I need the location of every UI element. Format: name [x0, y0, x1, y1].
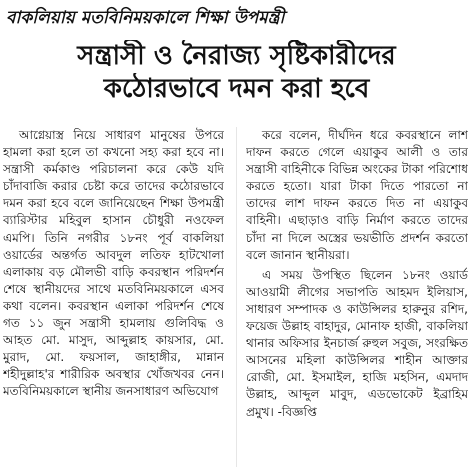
headline	[4, 40, 469, 106]
body-column-right	[246, 127, 468, 467]
body-paragraph: করে বলেন, দীর্ঘদিন ধরে কবরস্থানে লাশ দাফন করতে গেলে এয়াকুব আলী ও তার সন্ত্রাসী বাহিনীকে বিভিন্ন অংকের টাকা পরিশোধ করতে হতো। যারা টাকা দিতে পারতো না তাদের লাশ দাফন করতে দিত না এয়াকুব বাহিনী। এছাড়াও বাড়ি নির্মাণ করতে তাদের চাঁদা না দিলে অস্ত্রের ভয়ভীতি প্রদর্শন করতো বলে জানান স্থানীয়রা।	[246, 128, 468, 262]
body-column-left	[3, 127, 224, 467]
body-paragraph: এ সময় উপস্থিত ছিলেন ১৮নং ওয়ার্ড আওয়ামী লীগের সভাপতি আহমদ ইলিয়াস, সাধারণ সম্পাদক ও কাউন্সিলর হারুনুর রশিদ, ফয়েজ উল্লাহ বাহাদুর, মোনাফ হাজী, বাকলিয়া থানার অফিসার ইনচার্জ রুহুল সবুজ, সংরক্ষিত আসনের মহিলা কাউন্সিলর শাহীন আক্তার রোজী, মো. ইসমাইল, হাজি মহসিন, এমদাদ উল্লাহ, আব্দুল মাবুদ, এডভোকেট ইব্রাহিম প্রমুখ। -বিজ্ঞপ্তি	[246, 267, 468, 419]
headline-line-2: কঠোরভাবে দমন করা হবে	[103, 74, 370, 104]
body-paragraph: আগ্নেয়াস্ত্র নিয়ে সাধারণ মানুষের উপরে হামলা করা হলে তা কখনো সহ্য করা হবে না। সন্ত্রাসী কর্মকাণ্ড পরিচালনা করে কেউ যদি চাঁদাবাজি করার চেষ্টা করে তাদের কঠোরভাবে দমন করা হবে বলে জানিয়েছেন শিক্ষা উপমন্ত্রী ব্যারিস্টার মহিবুল হাসান চৌধুরী নওফেল এমপি। তিনি নগরীর ১৮নং পূর্ব বাকলিয়া ওয়ার্ডের অন্তর্গত আবদুল লতিফ হাটখোলা এলাকায় বড় মৌলভী বাড়ি কবরস্থান পরিদর্শন শেষে স্থানীয়দের সাথে মতবিনিময়কালে এসব কথা বলেন। কবরস্থান এলাকা পরিদর্শন শেষে গত ১১ জুন সন্ত্রাসী হামলায় গুলিবিদ্ধ ও আহত মো. মাসুদ, আব্দুল্লাহ কায়সার, মো. মুরাদ, মো. ফয়সাল, জাহাঙ্গীর, মান্নান শহীদুল্লাহ'র শারীরিক অবস্থার খোঁজখবর নেন। মতবিনিময়কালে স্থানীয় জনসাধারণ অভিযোগ	[3, 128, 224, 399]
column-divider	[236, 127, 237, 467]
headline-line-1: সন্ত্রাসী ও নৈরাজ্য সৃষ্টিকারীদের	[77, 41, 396, 71]
kicker-line: বাকলিয়ায় মতবিনিময়কালে শিক্ষা উপমন্ত্রী	[6, 8, 285, 28]
